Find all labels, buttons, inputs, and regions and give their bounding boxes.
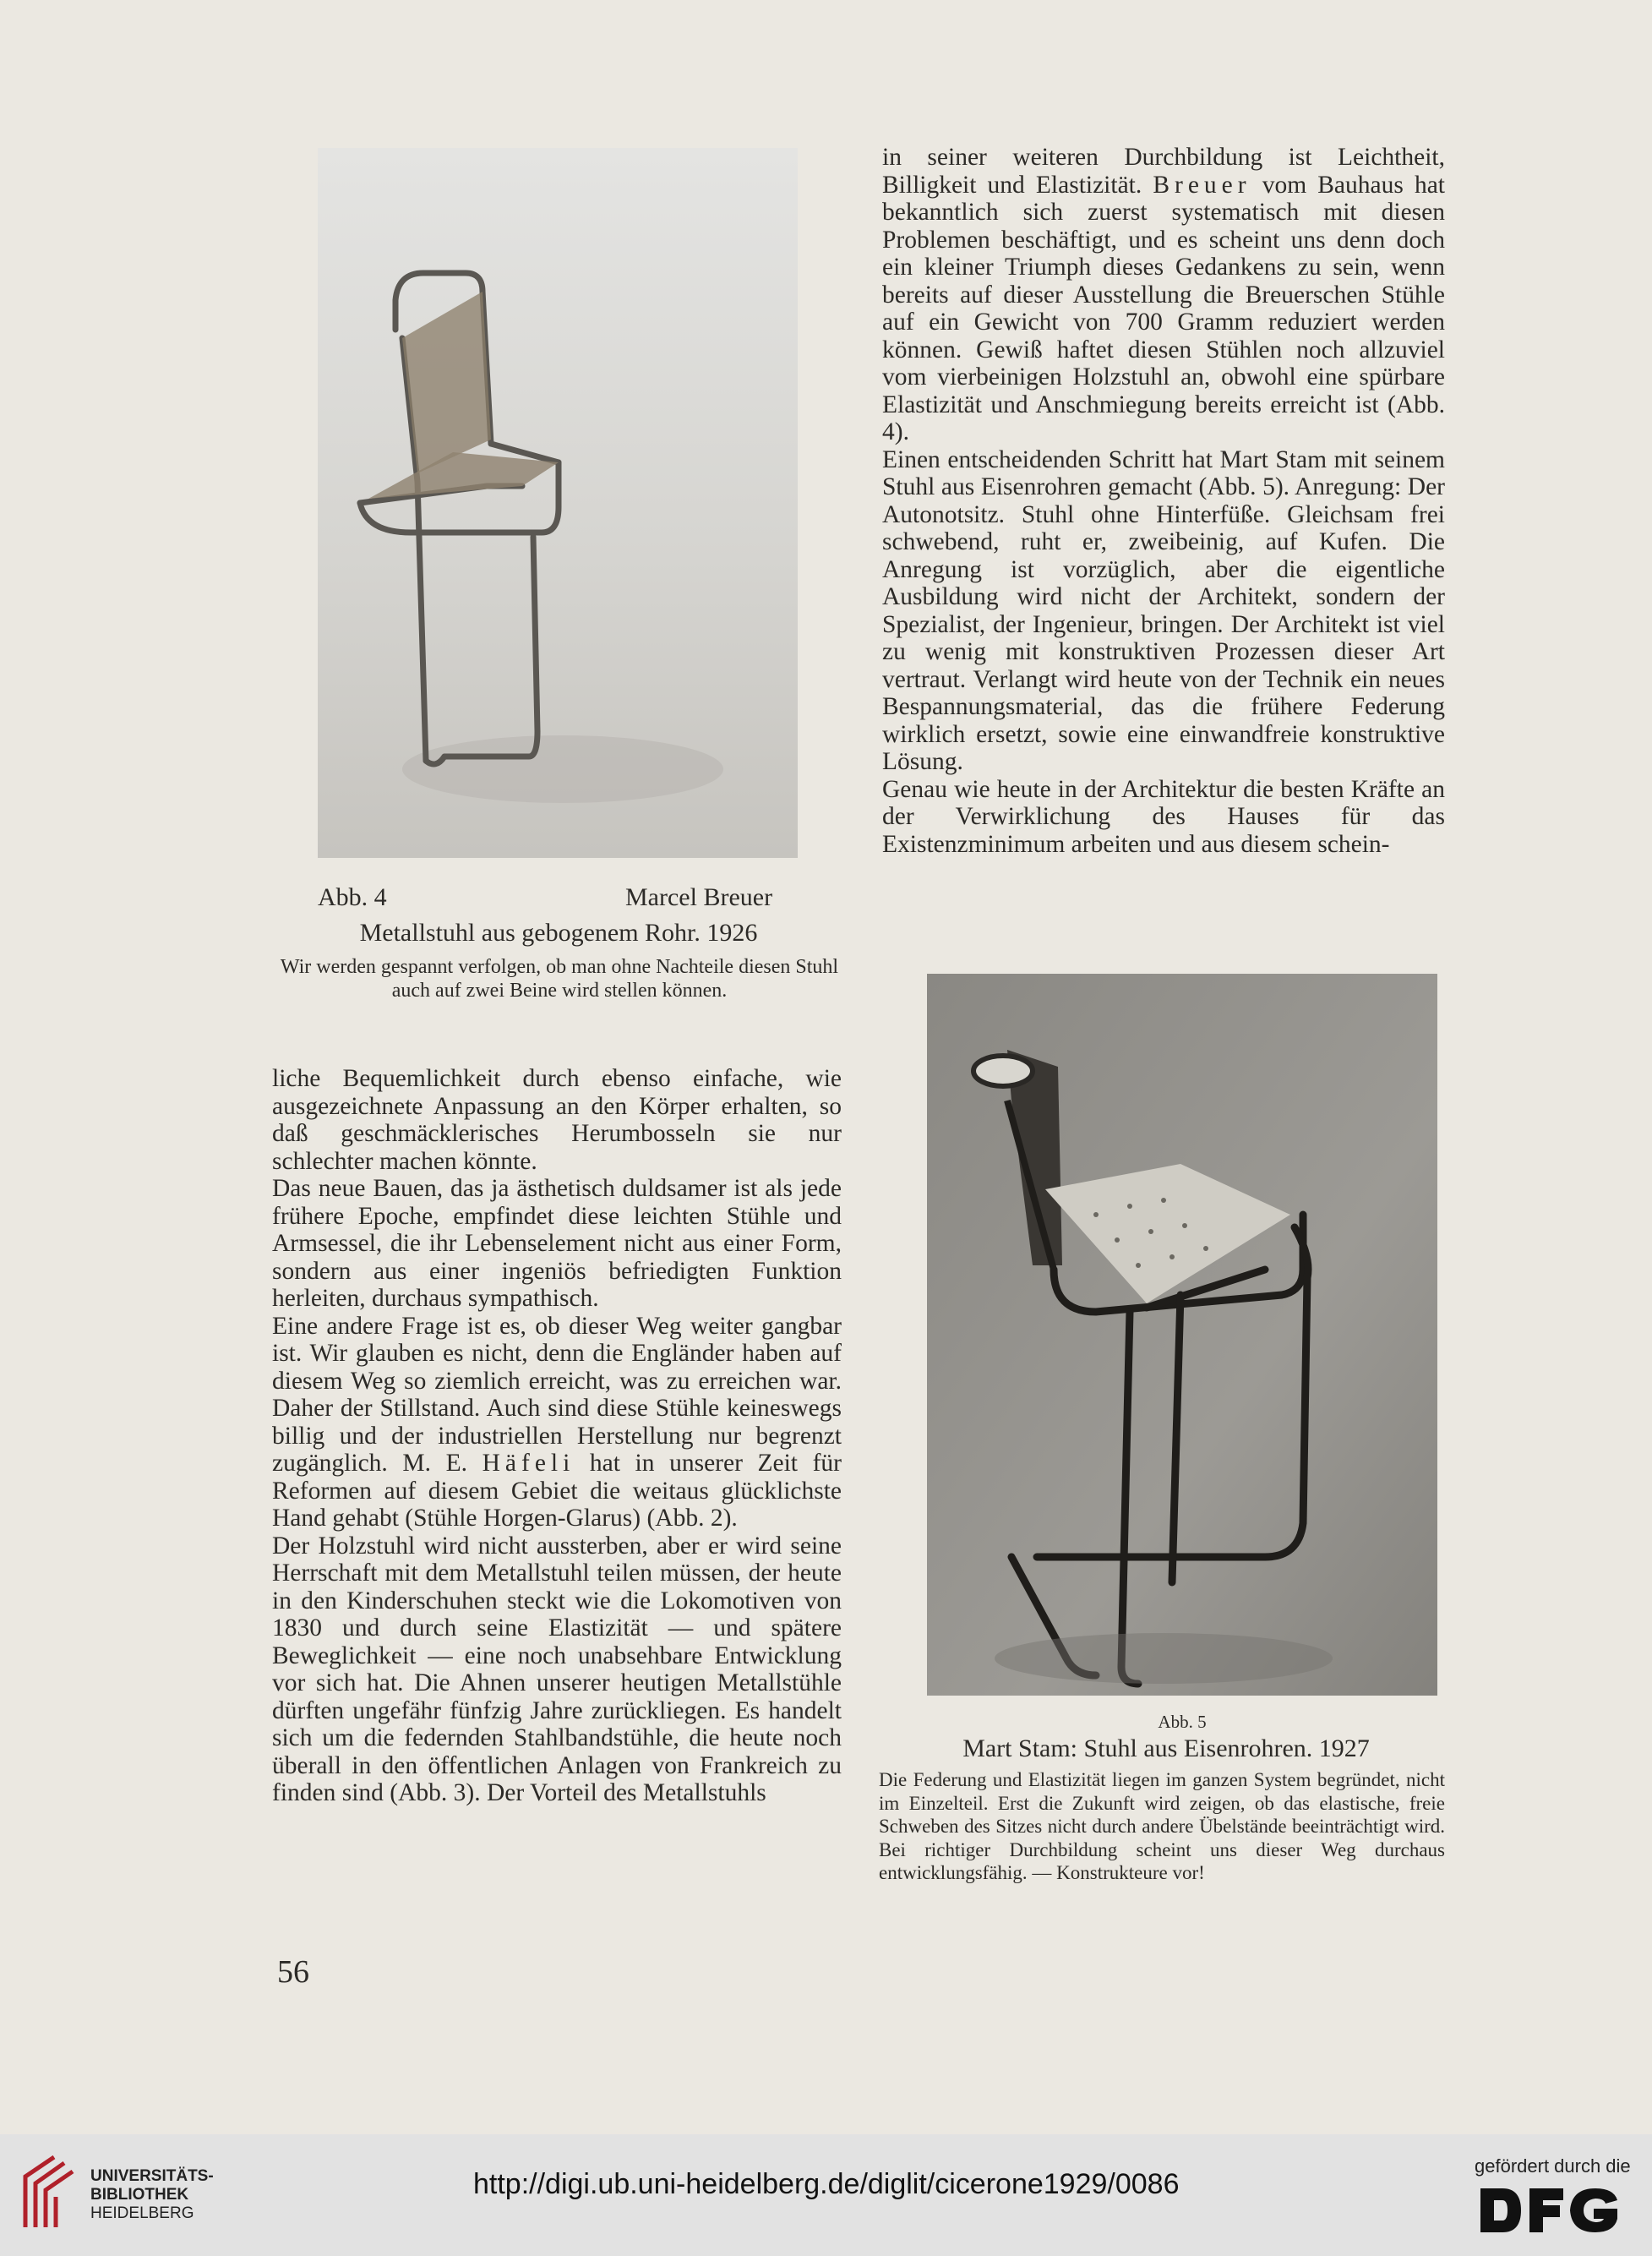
library-logo-icon — [19, 2153, 78, 2233]
photo-breuer-chair — [318, 148, 798, 858]
paragraph: Genau wie heute in der Architektur die besten Kräfte an der Verwirklichung des Hauses für das Existenzminimum arbeiten und aus diesem schein- — [882, 775, 1445, 858]
library-name: UNIVERSITÄTS- BIBLIOTHEK HEIDELBERG — [90, 2167, 214, 2222]
photo-stam-chair — [927, 974, 1437, 1696]
fig4-note: Wir werden gespannt verfolgen, ob man ohne Nachteile diesen Stuhl auch auf zwei Beine wird stellen können. — [280, 956, 839, 1002]
paragraph: Der Holzstuhl wird nicht aussterben, aber er wird seine Herrschaft mit dem Metallstuhl teilen müssen, der heute in den Kinderschuhen steckt wie die Lokomotiven von 1830 und durch seine Elastizität — und spätere Beweglichkeit — eine noch unabsehbare Entwicklung vor sich hat. Die Ahnen unserer heutigen Metallstühle dürften ungefähr fünfzig Jahre zurückliegen. Es handelt sich um die federnden Stahlbandstühle, die heute noch überall in den öffentlichen Anlagen von Frankreich zu finden sind (Abb. 3). Der Vorteil des Metallstuhls — [272, 1532, 842, 1806]
fig4-title: Metallstuhl aus gebogenem Rohr. 1926 — [359, 919, 758, 947]
funding-label: gefördert durch die — [1475, 2155, 1631, 2177]
viewer-footer — [0, 2134, 1652, 2256]
fig5-note: Die Federung und Elastizität liegen im ganzen System begründet, nicht im Einzelteil. Erst die Zukunft wird zeigen, ob das elastische, freie Schweben des Sitzes nicht durch andere Übelstände beeinträchtigt wird. Bei richtiger Durchbildung scheint uns dieser Weg durchaus entwicklungsfähig. — Konstrukteure vor! — [879, 1769, 1445, 1883]
dfg-logo — [1477, 2185, 1629, 2240]
fig5-label: Abb. 5 — [1158, 1712, 1207, 1732]
page-number: 56 — [277, 1954, 309, 1990]
paragraph: liche Bequemlichkeit durch ebenso einfache, wie ausgezeichnete Anpassung an den Körper erhalten, so daß geschmäcklerisches Herumbosseln sie nur schlechter machen könnte. — [272, 1065, 842, 1175]
fig5-title: Mart Stam: Stuhl aus Eisenrohren. 1927 — [962, 1734, 1370, 1762]
permalink[interactable]: http://digi.ub.uni-heidelberg.de/diglit/cicerone1929/0086 — [473, 2168, 1180, 2200]
svg-text:DFG: DFG — [1477, 2185, 1480, 2186]
paragraph: Eine andere Frage ist es, ob dieser Weg weiter gangbar ist. Wir glauben es nicht, denn die Engländer haben auf diesem Weg so ziemlich erreicht, was zu erreichen war. Daher der Stillstand. Auch sind diese Stühle keineswegs billig und der industriellen Herstellung nur begrenzt zugänglich. M. E. Häfeli hat in unserer Zeit für Reformen auf diesem Gebiet die weitaus glücklichste Hand gehabt (Stühle Horgen-Glarus) (Abb. 2). — [272, 1312, 842, 1532]
left-column-text — [272, 1065, 842, 1807]
paragraph: Einen entscheidenden Schritt hat Mart Stam mit seinem Stuhl aus Eisenrohren gemacht (Abb. 5). Anregung: Der Autonotsitz. Stuhl ohne Hinterfüße. Gleichsam frei schwebend, ruht er, zweibeinig, auf Kufen. Die Anregung ist vorzüglich, aber die eigentliche Ausbildung wird nicht der Architekt, sondern der Spezialist, der Ingenieur, bringen. Der Architekt ist viel zu wenig mit konstruktiven Prozessen dieser Art vertraut. Verlangt wird heute von der Technik ein neues Bespannungsmaterial, das die frühere Federung wirklich ersetzt, sowie eine einwandfreie konstruktive Lösung. — [882, 445, 1445, 775]
right-column-top-text — [882, 144, 1445, 858]
paragraph: in seiner weiteren Durchbildung ist Leichtheit, Billigkeit und Elastizität. Breuer vom Bauhaus hat bekanntlich sich zuerst systematisch mit diesen Problemen beschäftigt, und es scheint uns denn doch ein kleiner Triumph dieses Gedankens zu sein, wenn bereits auf dieser Ausstellung die Breuerschen Stühle auf ein Gewicht von 700 Gramm reduziert werden können. Gewiß haftet diesen Stühlen noch allzuviel vom vierbeinigen Holzstuhl an, obwohl eine spürbare Elastizität und Anschmiegung bereits erreicht ist (Abb. 4). — [882, 144, 1445, 445]
paragraph: Das neue Bauen, das ja ästhetisch duldsamer ist als jede frühere Epoche, empfindet diese leichten Stühle und Armsessel, die ihr Lebenselement nicht aus einer Form, sondern aus einer ingeniös befriedigten Funktion herleiten, durchaus sympathisch. — [272, 1175, 842, 1312]
fig4-author: Marcel Breuer — [625, 883, 773, 911]
fig4-label: Abb. 4 — [318, 883, 387, 911]
